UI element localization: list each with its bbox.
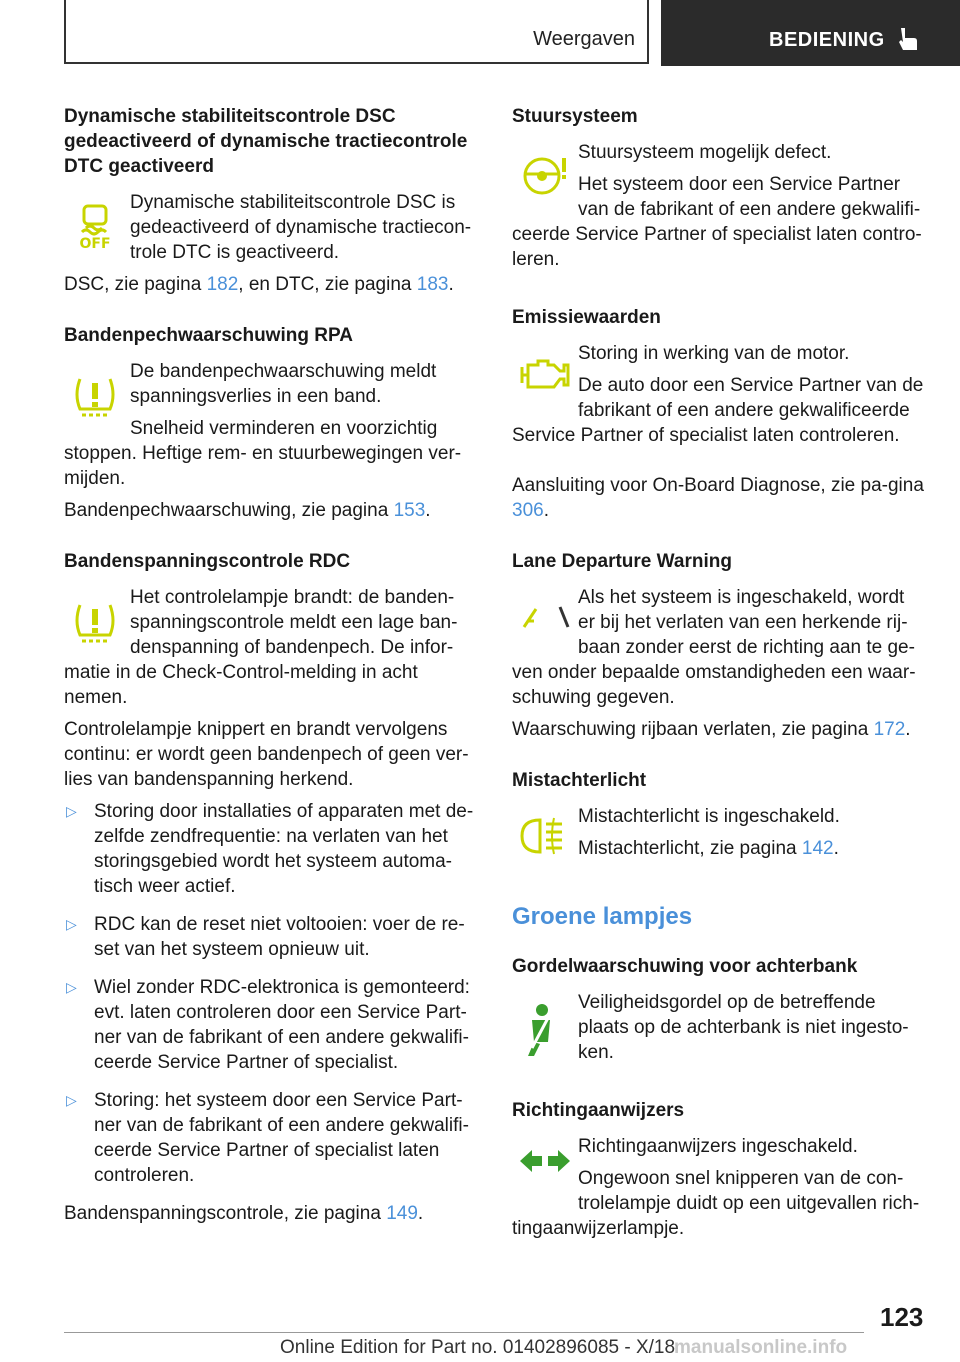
turn-heading: Richtingaanwijzers (512, 1100, 685, 1121)
belt-icon-box (512, 990, 578, 1062)
dsc-heading: Dynamische stabiliteitscontrole DSC gedeactiveerd of dynamische tractiecontrole DTC geactiveerd (64, 106, 468, 177)
emission-description-2: De auto door een Service Partner van de fabrikant of een andere gekwalificeerde Service Partner of specialist laten controleren. (512, 375, 924, 446)
dsc-section (64, 104, 478, 297)
rdc-heading: Bandenspanningscontrole RDC (64, 551, 351, 572)
bullet-triangle-icon: ▷ (66, 803, 77, 819)
fog-section (512, 768, 926, 876)
emission-description-1: Storing in werking van de motor. (578, 343, 850, 364)
lane-section (512, 549, 926, 742)
emission-heading: Emissiewaarden (512, 307, 661, 328)
bullet-triangle-icon: ▷ (66, 979, 77, 995)
page-link[interactable]: 149 (386, 1203, 418, 1224)
section-tab (64, 0, 649, 64)
svg-text:OFF: OFF (79, 236, 111, 252)
chapter-tab (661, 0, 960, 66)
turn-description-2: Ongewoon snel knipperen van de con-trolelampje duidt op een uitgevallen rich-tingaanwijzerlampje. (512, 1168, 920, 1239)
steering-heading: Stuursysteem (512, 106, 638, 127)
left-column (64, 104, 478, 1233)
chapter-title: BEDIENING (769, 29, 885, 51)
fog-description: Mistachterlicht is ingeschakeld. (578, 806, 840, 827)
fog-reference: Mistachterlicht, zie pagina 142. (578, 838, 839, 859)
right-column (512, 104, 926, 1248)
list-item: ▷ Storing door installaties of apparaten met de-zelfde zendfrequentie: na verlaten van het storingsgebied wordt het systeem automa-tisch weer actief. (66, 801, 474, 897)
page-link[interactable]: 182 (206, 274, 239, 295)
lane-reference: Waarschuwing rijbaan verlaten, zie pagina 172. (512, 719, 911, 740)
section-title: Weergaven (533, 28, 635, 50)
dsc-reference: DSC, zie pagina 182, en DTC, zie pagina 183. (64, 274, 454, 295)
fog-heading: Mistachterlicht (512, 770, 647, 791)
turn-icon-box (512, 1134, 578, 1206)
rpa-reference: Bandenpechwaarschuwing, zie pagina 153. (64, 500, 431, 521)
steering-section (512, 104, 926, 279)
edition-note: Online Edition for Part no. 01402896085 - X/18 (280, 1337, 676, 1358)
rear-fog-light-icon (518, 816, 572, 858)
list-item: ▷ Storing: het systeem door een Service Part-ner van de fabrikant of een andere gekwalifi-ceerde Service Partner of specialist laten controleren. (66, 1090, 469, 1186)
pointing-hand-icon (897, 26, 919, 52)
dsc-off-icon-box (64, 190, 130, 262)
belt-heading: Gordelwaarschuwing voor achterbank (512, 956, 858, 977)
dsc-description: Dynamische stabiliteitscontrole DSC is gedeactiveerd of dynamische tractiecon-trole DTC is geactiveerd. (130, 192, 472, 263)
emission-section (512, 305, 926, 523)
tire-pressure-control-icon (70, 597, 120, 647)
rpa-section (64, 323, 478, 523)
steering-warning-icon (518, 152, 570, 202)
page-link[interactable]: 306 (512, 500, 544, 521)
page-link[interactable]: 153 (393, 500, 426, 521)
belt-description: Veiligheidsgordel op de betreffende plaats op de achterbank is niet ingesto-ken. (578, 992, 909, 1063)
page-link[interactable]: 142 (801, 838, 834, 859)
list-item: ▷ RDC kan de reset niet voltooien: voer de re-set van het systeem opnieuw uit. (66, 914, 465, 960)
lane-icon-box (512, 585, 578, 657)
footer-divider (64, 1332, 864, 1333)
watermark: manualsonline.info (674, 1337, 848, 1358)
lane-departure-icon (518, 597, 572, 637)
tire-pressure-warning-icon (70, 371, 120, 421)
page-header (0, 0, 960, 66)
rpa-heading: Bandenpechwaarschuwing RPA (64, 325, 353, 346)
dsc-off-icon (70, 202, 120, 252)
steering-description-1: Stuursysteem mogelijk defect. (578, 142, 832, 163)
bullet-triangle-icon: ▷ (66, 1092, 77, 1108)
seatbelt-icon (518, 1002, 564, 1058)
list-item: ▷ Wiel zonder RDC-elektronica is gemonteerd: evt. laten controleren door een Service Part-ner van de fabrikant of een andere gekwalifi-ceerde Service Partner of specialist. (66, 977, 470, 1073)
page-link[interactable]: 172 (873, 719, 906, 740)
rpa-description-1: De bandenpechwaarschuwing meldt spanningsverlies in een band. (130, 361, 437, 407)
turn-signal-icon (518, 1146, 572, 1176)
turn-section (512, 1098, 926, 1248)
steering-description-2: Het systeem door een Service Partner van de fabrikant of een andere gekwalifi-ceerde Service Partner of specialist laten contro-leren. (512, 174, 922, 270)
rdc-description-2: Controlelampje knippert en brandt vervolgens continu: er wordt geen bandenpech of geen ver-lies van bandenspanning herkend. (64, 719, 469, 790)
rdc-reference: Bandenspanningscontrole, zie pagina 149. (64, 1203, 424, 1224)
rdc-description-1: Het controlelampje brandt: de banden-spanningscontrole meldt een lage ban-denspanning of bandenpech. De infor-matie in de Check-Control-melding in acht nemen. (64, 587, 458, 708)
page-number: 123 (880, 1302, 924, 1332)
emission-icon-box (512, 341, 578, 413)
page-link[interactable]: 183 (416, 274, 449, 295)
bullet-triangle-icon: ▷ (66, 916, 77, 932)
turn-description-1: Richtingaanwijzers ingeschakeld. (578, 1136, 858, 1157)
rpa-icon-box (64, 359, 130, 431)
lane-description: Als het systeem is ingeschakeld, wordt er bij het verlaten van een herkende rij-baan zonder eerst de richting aan te ge-ven onder bepaalde omstandigheden een waar-schuwing gegeven. (512, 587, 916, 708)
green-lamps-heading: Groene lampjes (512, 903, 693, 930)
lane-heading: Lane Departure Warning (512, 551, 732, 572)
fog-icon-box (512, 804, 578, 876)
rpa-description-2: Snelheid verminderen en voorzichtig stoppen. Heftige rem- en stuurbewegingen ver-mijden. (64, 418, 462, 489)
steering-icon-box (512, 140, 578, 212)
belt-section (512, 954, 926, 1072)
rdc-section (64, 549, 478, 1226)
rdc-icon-box (64, 585, 130, 657)
rdc-bullet-list (64, 799, 478, 1188)
emission-reference: Aansluiting voor On-Board Diagnose, zie pa-gina 306. (512, 475, 924, 521)
engine-check-icon (518, 353, 572, 397)
